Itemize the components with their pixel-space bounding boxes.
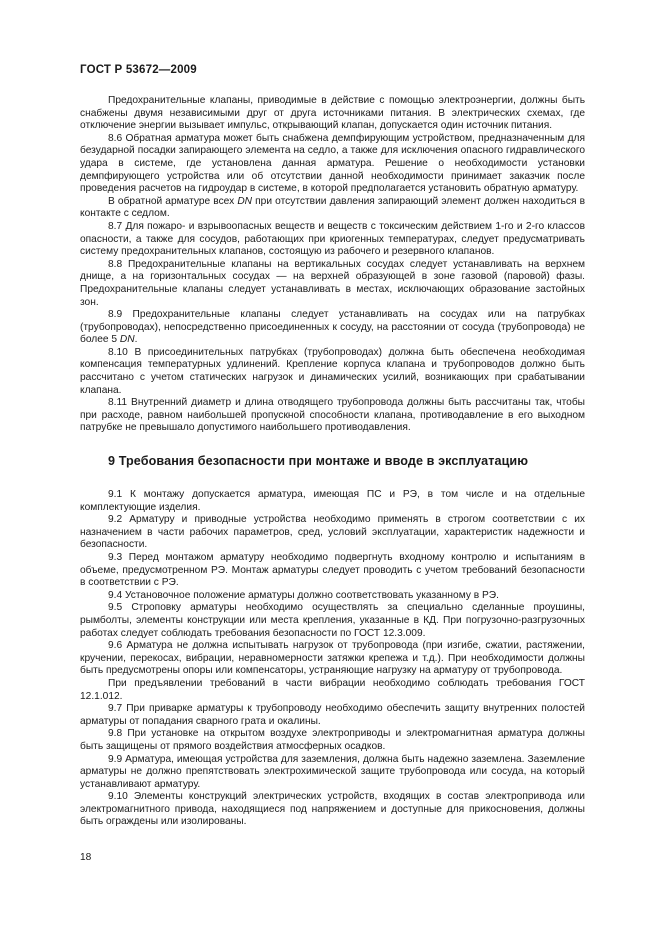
paragraph: При предъявлении требований в части вибрации необходимо соблюдать требования ГОСТ 12.1.012. (80, 677, 585, 702)
standard-header: ГОСТ Р 53672—2009 (80, 64, 197, 76)
page-number: 18 (80, 852, 92, 863)
paragraph: 9.1 К монтажу допускается арматура, имеющая ПС и РЭ, в том числе и на отдельные комплектующие изделия. (80, 489, 585, 513)
paragraph: 9.9 Арматура, имеющая устройства для заземления, должна быть надежно заземлена. Заземление арматуры не должно препятствовать электрохимической защите трубопровода или сосуда, на который устанавливают арматуру. (80, 753, 585, 790)
paragraph: 9.5 Строповку арматуры необходимо осуществлять за специально сделанные проушины, рымболты, элементы конструкции или места крепления, указанные в КД. При погрузочно-разгрузочных работах следует соблюдать требования безопасности по ГОСТ 12.3.009. (80, 602, 585, 639)
paragraph: 8.10 В присоединительных патрубках (трубопроводах) должна быть обеспечена необходимая компенсация температурных удлинений. Крепление корпуса клапана и трубопроводов должно быть рассчитано с учетом статических нагрузок и динамических усилий, возникающих при срабатывании клапана. (80, 346, 585, 396)
paragraph: 8.9 Предохранительные клапаны следует устанавливать на сосудах или на патрубках (трубопроводах), непосредственно присоединенных к сосуду, на расстоянии от сосуда (трубопровода) не более 5 DN. (80, 309, 585, 346)
paragraph: 8.11 Внутренний диаметр и длина отводящего трубопровода должны быть рассчитаны так, чтобы при расходе, равном наибольшей пропускной способности клапана, противодавление в его выходном патрубке не превышало допустимого наибольшего противодавления. (80, 397, 585, 434)
document-body (80, 95, 585, 829)
paragraph: 9.2 Арматуру и приводные устройства необходимо применять в строгом соответствии с их назначением в части рабочих параметров, сред, условий эксплуатации, характеристик надежности и безопасности. (80, 514, 585, 551)
paragraph: 9.3 Перед монтажом арматуру необходимо подвергнуть входному контролю и испытаниям в объеме, предусмотренном РЭ. Монтаж арматуры следует проводить с учетом требований безопасности в соответствии с РЭ. (80, 552, 585, 589)
section-heading: 9 Требования безопасности при монтаже и вводе в эксплуатацию (108, 454, 529, 469)
paragraph: Предохранительные клапаны, приводимые в действие с помощью электроэнергии, должны быть снабжены двумя независимыми друг от друга источниками питания. В электрических схемах, где отключение энергии вызывает импульс, открывающий клапан, допускается один источник питания. (80, 95, 585, 132)
paragraph: 8.8 Предохранительные клапаны на вертикальных сосудах следует устанавливать на верхнем днище, а на горизонтальных сосудах — на верхней образующей в зоне газовой (паровой) фазы. Предохранительные клапаны следует устанавливать в местах, исключающих образование застойных зон. (80, 258, 585, 308)
paragraph: 8.7 Для пожаро- и взрывоопасных веществ и веществ с токсическим действием 1-го и 2-го классов опасности, а также для сосудов, работающих при криогенных температурах, следует предусматривать систему предохранительных клапанов, состоящую из рабочего и резервного клапанов. (80, 220, 585, 258)
paragraph: В обратной арматуре всех DN при отсутствии давления запирающий элемент должен находиться в контакте с седлом. (80, 195, 585, 220)
paragraph: 9.6 Арматура не должна испытывать нагрузок от трубопровода (при изгибе, сжатии, растяжении, кручении, перекосах, вибрации, неравномерности затяжки крепежа и т.д.). При необходимости должны быть предусмотрены опоры или компенсаторы, устраняющие нагрузку на арматуру от трубопровода. (80, 640, 585, 677)
paragraph: 9.10 Элементы конструкций электрических устройств, входящих в состав электропривода или электромагнитного привода, находящиеся под напряжением и доступные для прикосновения, должны быть ограждены или изолированы. (80, 791, 585, 828)
paragraph: 9.4 Установочное положение арматуры должно соответствовать указанному в РЭ. (108, 589, 499, 601)
paragraph: 9.7 При приварке арматуры к трубопроводу необходимо обеспечить защиту внутренних полостей арматуры от попадания сварного грата и окалины. (80, 703, 585, 727)
paragraph: 9.8 При установке на открытом воздухе электроприводы и электромагнитная арматура должны быть защищены от прямого воздействия атмосферных осадков. (80, 728, 585, 752)
paragraph: 8.6 Обратная арматура может быть снабжена демпфирующим устройством, предназначенным для безударной посадки запирающего элемента на седло, а также для исключения опасного гидравлического удара в системе, где установлена данная арматура. Решение о необходимости установки демпфирующего устройства или об отсутствии данной необходимости принимает заказчик после проведения расчетов на гидроудар в системе, в которой предполагается установить обратную арматуру. (80, 132, 585, 195)
